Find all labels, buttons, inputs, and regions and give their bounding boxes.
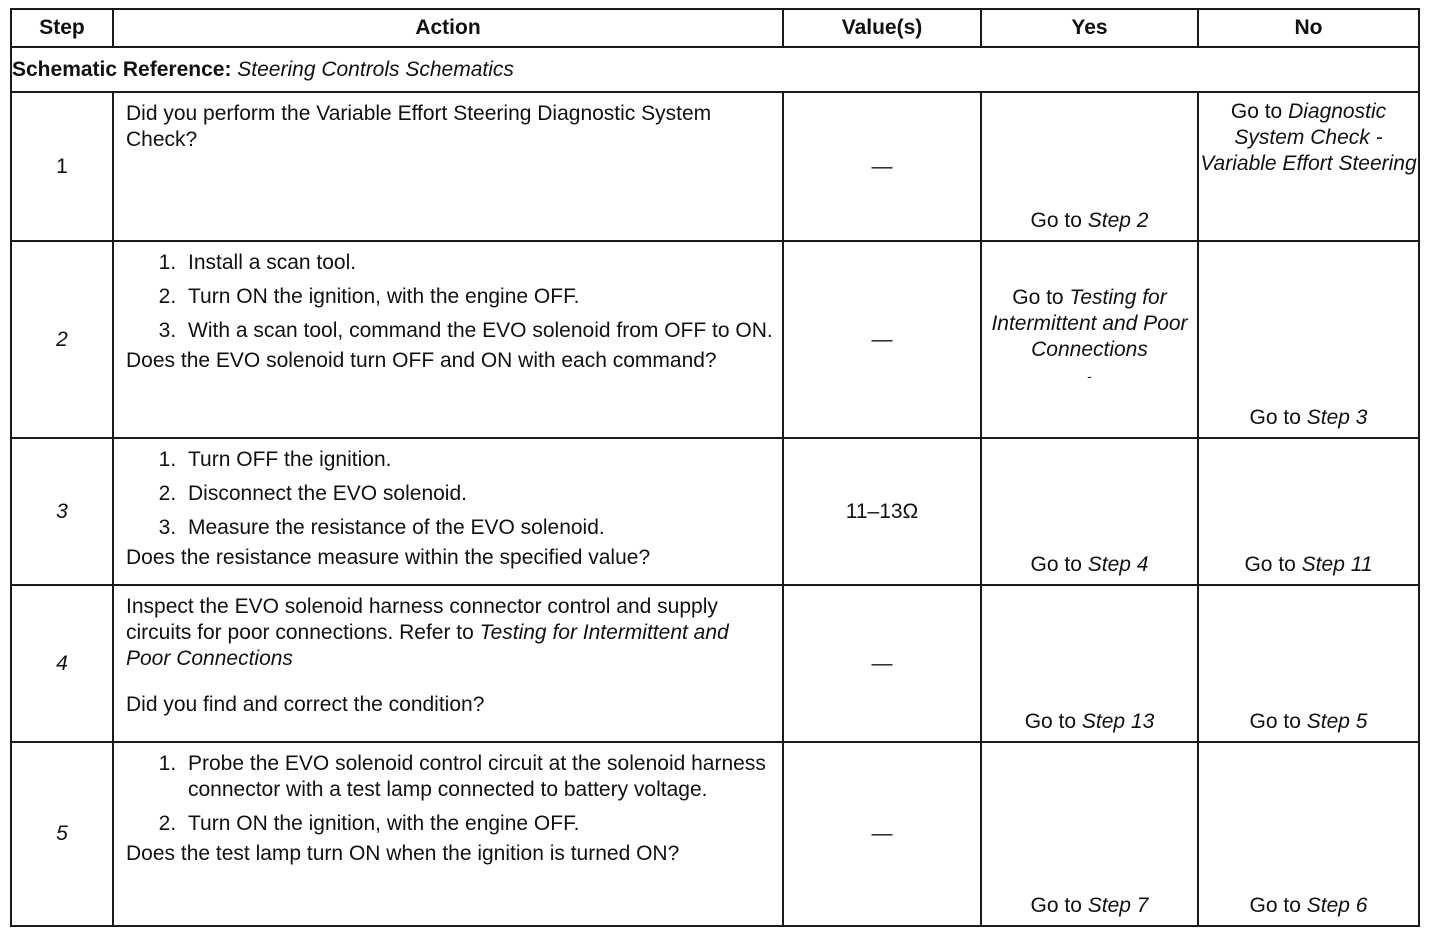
action-text	[126, 594, 774, 672]
no-cell	[1198, 92, 1419, 241]
schematic-label: Schematic Reference:	[12, 57, 232, 81]
value-cell: —	[783, 241, 981, 438]
header-yes: Yes	[981, 9, 1198, 47]
action-step: 3. With a scan tool, command the EVO solenoid from OFF to ON.	[182, 318, 774, 344]
step-number: 2	[11, 241, 113, 438]
no-ref: Step 11	[1301, 553, 1373, 576]
no-prefix: Go to	[1249, 406, 1307, 429]
action-step: 2. Disconnect the EVO solenoid.	[182, 481, 774, 507]
table-row	[11, 92, 1419, 241]
action-steps	[126, 751, 774, 837]
action-question: Does the resistance measure within the specified value?	[126, 546, 651, 569]
value-cell: —	[783, 742, 981, 926]
table-row	[11, 438, 1419, 585]
no-prefix: Go to	[1249, 894, 1307, 917]
step-number: 1	[11, 92, 113, 241]
action-text-plain: Inspect the EVO solenoid harness connector control and supply circuits for poor connections. Refer to	[126, 595, 718, 644]
value-cell: 11–13Ω	[783, 438, 981, 585]
no-prefix: Go to	[1244, 553, 1302, 576]
action-step: 3. Measure the resistance of the EVO solenoid.	[182, 515, 774, 541]
yes-cell	[981, 742, 1198, 926]
action-cell	[113, 241, 783, 438]
no-cell	[1198, 585, 1419, 742]
action-text-ref: Testing for Intermittent and Poor Connections	[126, 621, 729, 670]
action-steps	[126, 447, 774, 541]
yes-prefix: Go to	[1030, 553, 1088, 576]
action-question: Did you find and correct the condition?	[126, 693, 485, 716]
header-row	[11, 9, 1419, 47]
action-step: 2. Turn ON the ignition, with the engine OFF.	[182, 811, 774, 837]
yes-ref: Step 4	[1087, 553, 1149, 576]
action-step: 2. Turn ON the ignition, with the engine OFF.	[182, 284, 774, 310]
action-step: 1. Turn OFF the ignition.	[182, 447, 774, 473]
action-step: 1. Probe the EVO solenoid control circuit at the solenoid harness connector with a test lamp connected to battery voltage.	[182, 751, 774, 803]
table-row	[11, 241, 1419, 438]
action-step: 1. Install a scan tool.	[182, 250, 774, 276]
action-question: Did you perform the Variable Effort Steering Diagnostic System Check?	[126, 102, 712, 151]
yes-prefix: Go to	[1030, 209, 1088, 232]
schematic-ref: Steering Controls Schematics	[237, 57, 514, 81]
no-ref: Diagnostic System Check - Variable Effort Steering	[1200, 100, 1417, 175]
yes-prefix: Go to	[1024, 710, 1082, 733]
no-ref: Step 3	[1306, 406, 1368, 429]
diagnostic-table	[10, 8, 1420, 927]
step-number: 5	[11, 742, 113, 926]
header-action: Action	[113, 9, 783, 47]
no-prefix: Go to	[1249, 710, 1307, 733]
header-values: Value(s)	[783, 9, 981, 47]
action-question: Does the EVO solenoid turn OFF and ON with each command?	[126, 349, 717, 372]
no-prefix: Go to	[1230, 100, 1289, 123]
yes-mark: -	[1087, 367, 1092, 384]
action-cell	[113, 92, 783, 241]
schematic-row	[11, 47, 1419, 92]
table-row	[11, 585, 1419, 742]
yes-cell	[981, 585, 1198, 742]
action-cell	[113, 585, 783, 742]
action-cell	[113, 438, 783, 585]
yes-cell	[981, 241, 1198, 438]
yes-prefix: Go to	[1012, 285, 1070, 309]
no-ref: Step 5	[1306, 710, 1368, 733]
no-cell	[1198, 438, 1419, 585]
value-cell: —	[783, 585, 981, 742]
no-cell	[1198, 742, 1419, 926]
yes-cell	[981, 438, 1198, 585]
action-steps	[126, 250, 774, 344]
yes-prefix: Go to	[1030, 894, 1088, 917]
step-number: 3	[11, 438, 113, 585]
table-row	[11, 742, 1419, 926]
action-cell	[113, 742, 783, 926]
no-ref: Step 6	[1306, 894, 1368, 917]
action-question: Does the test lamp turn ON when the ignition is turned ON?	[126, 842, 680, 865]
schematic-reference	[11, 47, 1419, 92]
header-step: Step	[11, 9, 113, 47]
header-no: No	[1198, 9, 1419, 47]
yes-ref: Step 2	[1087, 209, 1149, 232]
yes-cell	[981, 92, 1198, 241]
no-cell	[1198, 241, 1419, 438]
yes-ref: Step 13	[1081, 710, 1155, 733]
step-number: 4	[11, 585, 113, 742]
yes-ref: Testing for Intermittent and Poor Connections	[991, 285, 1188, 361]
yes-ref: Step 7	[1087, 894, 1149, 917]
value-cell: —	[783, 92, 981, 241]
